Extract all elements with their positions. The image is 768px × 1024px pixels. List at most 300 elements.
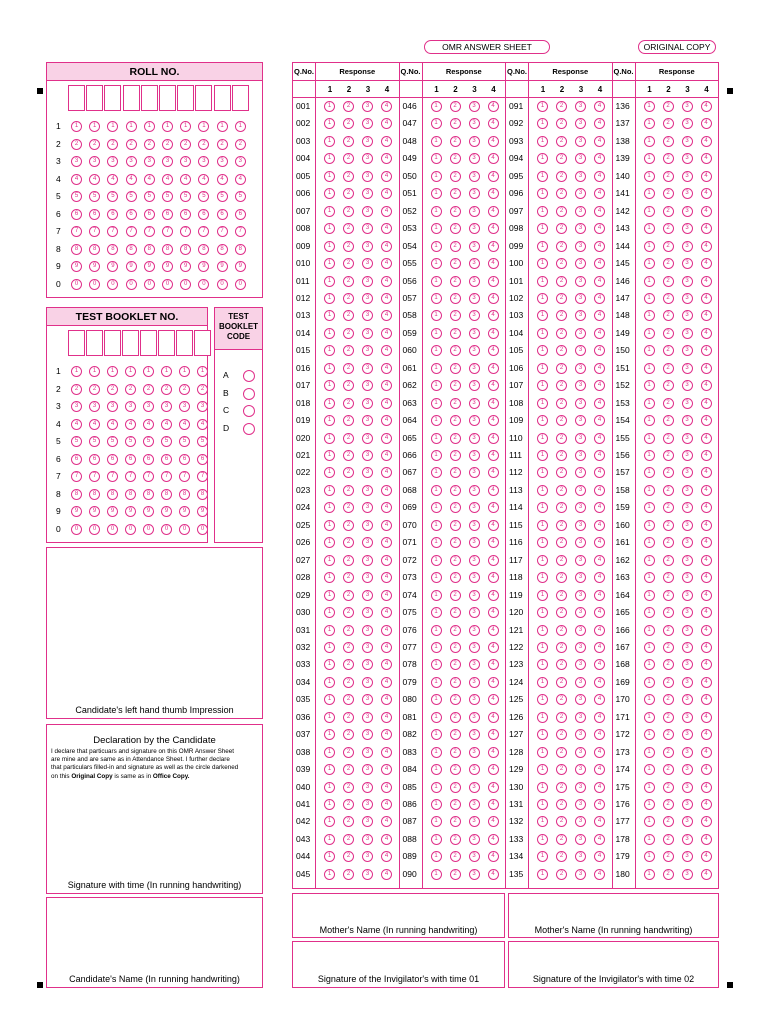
answer-bubble[interactable]: 2 bbox=[343, 816, 354, 827]
answer-bubble[interactable]: 3 bbox=[469, 659, 480, 670]
answer-bubble[interactable]: 2 bbox=[343, 642, 354, 653]
answer-bubble[interactable]: 1 bbox=[431, 345, 442, 356]
answer-bubble[interactable]: 4 bbox=[701, 101, 712, 112]
answer-bubble[interactable]: 3 bbox=[575, 851, 586, 862]
booklet-bubble[interactable]: 5 bbox=[161, 436, 172, 447]
answer-bubble[interactable]: 3 bbox=[469, 258, 480, 269]
answer-bubble[interactable]: 3 bbox=[682, 398, 693, 409]
booklet-write-box[interactable] bbox=[158, 330, 175, 356]
answer-bubble[interactable]: 3 bbox=[575, 694, 586, 705]
answer-bubble[interactable]: 1 bbox=[644, 223, 655, 234]
roll-bubble[interactable]: 6 bbox=[235, 209, 246, 220]
answer-bubble[interactable]: 4 bbox=[381, 118, 392, 129]
answer-bubble[interactable]: 3 bbox=[469, 293, 480, 304]
answer-bubble[interactable]: 4 bbox=[701, 398, 712, 409]
answer-bubble[interactable]: 2 bbox=[343, 712, 354, 723]
answer-bubble[interactable]: 4 bbox=[594, 153, 605, 164]
answer-bubble[interactable]: 1 bbox=[537, 171, 548, 182]
answer-bubble[interactable]: 3 bbox=[682, 764, 693, 775]
answer-bubble[interactable]: 4 bbox=[381, 310, 392, 321]
answer-bubble[interactable]: 4 bbox=[381, 363, 392, 374]
answer-bubble[interactable]: 3 bbox=[469, 188, 480, 199]
answer-bubble[interactable]: 4 bbox=[594, 799, 605, 810]
answer-bubble[interactable]: 3 bbox=[362, 433, 373, 444]
answer-bubble[interactable]: 1 bbox=[431, 625, 442, 636]
booklet-bubble[interactable]: 9 bbox=[107, 506, 118, 517]
answer-bubble[interactable]: 1 bbox=[644, 363, 655, 374]
answer-bubble[interactable]: 2 bbox=[343, 450, 354, 461]
answer-bubble[interactable]: 3 bbox=[575, 869, 586, 880]
answer-bubble[interactable]: 4 bbox=[381, 764, 392, 775]
answer-bubble[interactable]: 2 bbox=[450, 467, 461, 478]
booklet-bubble[interactable]: 8 bbox=[179, 489, 190, 500]
answer-bubble[interactable]: 3 bbox=[682, 241, 693, 252]
answer-bubble[interactable]: 4 bbox=[381, 782, 392, 793]
answer-bubble[interactable]: 2 bbox=[556, 223, 567, 234]
booklet-bubble[interactable]: 0 bbox=[179, 524, 190, 535]
answer-bubble[interactable]: 3 bbox=[362, 206, 373, 217]
answer-bubble[interactable]: 3 bbox=[575, 398, 586, 409]
answer-bubble[interactable]: 4 bbox=[594, 433, 605, 444]
answer-bubble[interactable]: 2 bbox=[450, 694, 461, 705]
booklet-bubble[interactable]: 3 bbox=[89, 401, 100, 412]
answer-bubble[interactable]: 1 bbox=[431, 450, 442, 461]
answer-bubble[interactable]: 4 bbox=[381, 677, 392, 688]
booklet-bubble[interactable]: 2 bbox=[71, 384, 82, 395]
answer-bubble[interactable]: 4 bbox=[594, 572, 605, 583]
answer-bubble[interactable]: 2 bbox=[450, 223, 461, 234]
answer-bubble[interactable]: 3 bbox=[682, 782, 693, 793]
answer-bubble[interactable]: 2 bbox=[450, 310, 461, 321]
roll-bubble[interactable]: 5 bbox=[235, 191, 246, 202]
booklet-write-box[interactable] bbox=[86, 330, 103, 356]
roll-bubble[interactable]: 7 bbox=[71, 226, 82, 237]
answer-bubble[interactable]: 3 bbox=[682, 869, 693, 880]
answer-bubble[interactable]: 4 bbox=[594, 607, 605, 618]
answer-bubble[interactable]: 2 bbox=[450, 101, 461, 112]
booklet-bubble[interactable]: 6 bbox=[89, 454, 100, 465]
answer-bubble[interactable]: 1 bbox=[644, 241, 655, 252]
answer-bubble[interactable]: 4 bbox=[701, 241, 712, 252]
booklet-bubble[interactable]: 8 bbox=[125, 489, 136, 500]
answer-bubble[interactable]: 2 bbox=[450, 136, 461, 147]
roll-bubble[interactable]: 2 bbox=[144, 139, 155, 150]
roll-write-box[interactable] bbox=[104, 85, 121, 111]
answer-bubble[interactable]: 4 bbox=[488, 537, 499, 548]
answer-bubble[interactable]: 2 bbox=[556, 816, 567, 827]
answer-bubble[interactable]: 2 bbox=[343, 223, 354, 234]
answer-bubble[interactable]: 2 bbox=[663, 415, 674, 426]
answer-bubble[interactable]: 1 bbox=[644, 747, 655, 758]
answer-bubble[interactable]: 2 bbox=[450, 171, 461, 182]
answer-bubble[interactable]: 3 bbox=[682, 450, 693, 461]
answer-bubble[interactable]: 2 bbox=[343, 328, 354, 339]
answer-bubble[interactable]: 3 bbox=[575, 433, 586, 444]
answer-bubble[interactable]: 4 bbox=[701, 625, 712, 636]
answer-bubble[interactable]: 4 bbox=[488, 328, 499, 339]
roll-bubble[interactable]: 2 bbox=[107, 139, 118, 150]
answer-bubble[interactable]: 1 bbox=[537, 206, 548, 217]
answer-bubble[interactable]: 2 bbox=[556, 677, 567, 688]
booklet-bubble[interactable]: 3 bbox=[125, 401, 136, 412]
answer-bubble[interactable]: 3 bbox=[469, 276, 480, 287]
answer-bubble[interactable]: 1 bbox=[431, 607, 442, 618]
answer-bubble[interactable]: 3 bbox=[682, 467, 693, 478]
answer-bubble[interactable]: 4 bbox=[594, 625, 605, 636]
answer-bubble[interactable]: 3 bbox=[575, 101, 586, 112]
answer-bubble[interactable]: 1 bbox=[431, 363, 442, 374]
answer-bubble[interactable]: 1 bbox=[644, 153, 655, 164]
answer-bubble[interactable]: 3 bbox=[469, 816, 480, 827]
answer-bubble[interactable]: 1 bbox=[431, 520, 442, 531]
answer-bubble[interactable]: 3 bbox=[682, 537, 693, 548]
answer-bubble[interactable]: 3 bbox=[682, 136, 693, 147]
answer-bubble[interactable]: 4 bbox=[594, 380, 605, 391]
answer-bubble[interactable]: 4 bbox=[701, 310, 712, 321]
roll-bubble[interactable]: 6 bbox=[217, 209, 228, 220]
answer-bubble[interactable]: 3 bbox=[469, 415, 480, 426]
roll-bubble[interactable]: 4 bbox=[144, 174, 155, 185]
answer-bubble[interactable]: 2 bbox=[556, 467, 567, 478]
answer-bubble[interactable]: 3 bbox=[682, 520, 693, 531]
answer-bubble[interactable]: 1 bbox=[537, 799, 548, 810]
answer-bubble[interactable]: 4 bbox=[701, 747, 712, 758]
answer-bubble[interactable]: 4 bbox=[488, 293, 499, 304]
answer-bubble[interactable]: 3 bbox=[362, 345, 373, 356]
roll-bubble[interactable]: 9 bbox=[235, 261, 246, 272]
answer-bubble[interactable]: 4 bbox=[701, 433, 712, 444]
answer-bubble[interactable]: 2 bbox=[663, 851, 674, 862]
answer-bubble[interactable]: 3 bbox=[575, 258, 586, 269]
answer-bubble[interactable]: 1 bbox=[644, 607, 655, 618]
answer-bubble[interactable]: 1 bbox=[644, 659, 655, 670]
answer-bubble[interactable]: 2 bbox=[556, 607, 567, 618]
roll-write-box[interactable] bbox=[68, 85, 85, 111]
answer-bubble[interactable]: 3 bbox=[469, 398, 480, 409]
answer-bubble[interactable]: 1 bbox=[644, 729, 655, 740]
answer-bubble[interactable]: 1 bbox=[431, 816, 442, 827]
answer-bubble[interactable]: 2 bbox=[663, 729, 674, 740]
answer-bubble[interactable]: 1 bbox=[537, 659, 548, 670]
roll-bubble[interactable]: 0 bbox=[126, 279, 137, 290]
answer-bubble[interactable]: 2 bbox=[450, 659, 461, 670]
roll-bubble[interactable]: 3 bbox=[126, 156, 137, 167]
answer-bubble[interactable]: 3 bbox=[362, 485, 373, 496]
answer-bubble[interactable]: 3 bbox=[469, 363, 480, 374]
answer-bubble[interactable]: 3 bbox=[575, 206, 586, 217]
answer-bubble[interactable]: 4 bbox=[488, 223, 499, 234]
answer-bubble[interactable]: 4 bbox=[488, 118, 499, 129]
roll-bubble[interactable]: 9 bbox=[71, 261, 82, 272]
answer-bubble[interactable]: 4 bbox=[488, 467, 499, 478]
roll-write-box[interactable] bbox=[232, 85, 249, 111]
answer-bubble[interactable]: 2 bbox=[556, 345, 567, 356]
answer-bubble[interactable]: 1 bbox=[324, 310, 335, 321]
answer-bubble[interactable]: 4 bbox=[381, 520, 392, 531]
answer-bubble[interactable]: 1 bbox=[644, 415, 655, 426]
answer-bubble[interactable]: 2 bbox=[663, 502, 674, 513]
answer-bubble[interactable]: 4 bbox=[488, 694, 499, 705]
answer-bubble[interactable]: 2 bbox=[556, 502, 567, 513]
booklet-bubble[interactable]: 5 bbox=[125, 436, 136, 447]
booklet-bubble[interactable]: 8 bbox=[89, 489, 100, 500]
answer-bubble[interactable]: 2 bbox=[556, 799, 567, 810]
answer-bubble[interactable]: 3 bbox=[575, 834, 586, 845]
booklet-bubble[interactable]: 7 bbox=[107, 471, 118, 482]
answer-bubble[interactable]: 1 bbox=[431, 590, 442, 601]
answer-bubble[interactable]: 4 bbox=[381, 590, 392, 601]
roll-bubble[interactable]: 8 bbox=[126, 244, 137, 255]
answer-bubble[interactable]: 2 bbox=[663, 363, 674, 374]
answer-bubble[interactable]: 2 bbox=[450, 502, 461, 513]
booklet-bubble[interactable]: 0 bbox=[89, 524, 100, 535]
booklet-bubble[interactable]: 5 bbox=[143, 436, 154, 447]
answer-bubble[interactable]: 4 bbox=[594, 363, 605, 374]
answer-bubble[interactable]: 1 bbox=[537, 328, 548, 339]
booklet-bubble[interactable]: 6 bbox=[197, 454, 208, 465]
booklet-bubble[interactable]: 9 bbox=[125, 506, 136, 517]
answer-bubble[interactable]: 4 bbox=[594, 276, 605, 287]
answer-bubble[interactable]: 2 bbox=[450, 450, 461, 461]
answer-bubble[interactable]: 2 bbox=[450, 625, 461, 636]
answer-bubble[interactable]: 1 bbox=[537, 310, 548, 321]
answer-bubble[interactable]: 3 bbox=[469, 310, 480, 321]
answer-bubble[interactable]: 3 bbox=[682, 799, 693, 810]
answer-bubble[interactable]: 2 bbox=[556, 590, 567, 601]
answer-bubble[interactable]: 2 bbox=[450, 276, 461, 287]
answer-bubble[interactable]: 2 bbox=[450, 712, 461, 723]
answer-bubble[interactable]: 2 bbox=[556, 310, 567, 321]
answer-bubble[interactable]: 3 bbox=[362, 171, 373, 182]
answer-bubble[interactable]: 2 bbox=[556, 485, 567, 496]
answer-bubble[interactable]: 3 bbox=[682, 625, 693, 636]
answer-bubble[interactable]: 1 bbox=[324, 118, 335, 129]
answer-bubble[interactable]: 4 bbox=[381, 153, 392, 164]
answer-bubble[interactable]: 4 bbox=[488, 659, 499, 670]
answer-bubble[interactable]: 4 bbox=[701, 659, 712, 670]
answer-bubble[interactable]: 3 bbox=[469, 851, 480, 862]
roll-bubble[interactable]: 3 bbox=[235, 156, 246, 167]
roll-write-box[interactable] bbox=[177, 85, 194, 111]
answer-bubble[interactable]: 2 bbox=[556, 694, 567, 705]
roll-bubble[interactable]: 6 bbox=[162, 209, 173, 220]
roll-bubble[interactable]: 6 bbox=[144, 209, 155, 220]
answer-bubble[interactable]: 2 bbox=[343, 153, 354, 164]
booklet-bubble[interactable]: 7 bbox=[161, 471, 172, 482]
answer-bubble[interactable]: 4 bbox=[381, 188, 392, 199]
roll-bubble[interactable]: 1 bbox=[235, 121, 246, 132]
booklet-bubble[interactable]: 3 bbox=[71, 401, 82, 412]
answer-bubble[interactable]: 3 bbox=[469, 834, 480, 845]
answer-bubble[interactable]: 1 bbox=[644, 590, 655, 601]
answer-bubble[interactable]: 3 bbox=[682, 502, 693, 513]
booklet-bubble[interactable]: 4 bbox=[179, 419, 190, 430]
answer-bubble[interactable]: 3 bbox=[362, 747, 373, 758]
answer-bubble[interactable]: 1 bbox=[431, 467, 442, 478]
answer-bubble[interactable]: 1 bbox=[431, 415, 442, 426]
answer-bubble[interactable]: 3 bbox=[682, 328, 693, 339]
answer-bubble[interactable]: 3 bbox=[362, 188, 373, 199]
answer-bubble[interactable]: 2 bbox=[663, 712, 674, 723]
answer-bubble[interactable]: 1 bbox=[324, 153, 335, 164]
roll-bubble[interactable]: 5 bbox=[198, 191, 209, 202]
answer-bubble[interactable]: 2 bbox=[663, 136, 674, 147]
answer-bubble[interactable]: 4 bbox=[381, 415, 392, 426]
roll-bubble[interactable]: 2 bbox=[217, 139, 228, 150]
answer-bubble[interactable]: 4 bbox=[381, 799, 392, 810]
answer-bubble[interactable]: 3 bbox=[362, 694, 373, 705]
answer-bubble[interactable]: 1 bbox=[537, 258, 548, 269]
answer-bubble[interactable]: 4 bbox=[701, 799, 712, 810]
answer-bubble[interactable]: 1 bbox=[537, 520, 548, 531]
answer-bubble[interactable]: 2 bbox=[556, 380, 567, 391]
answer-bubble[interactable]: 1 bbox=[644, 677, 655, 688]
answer-bubble[interactable]: 4 bbox=[381, 537, 392, 548]
answer-bubble[interactable]: 2 bbox=[556, 398, 567, 409]
answer-bubble[interactable]: 2 bbox=[663, 293, 674, 304]
answer-bubble[interactable]: 4 bbox=[701, 869, 712, 880]
answer-bubble[interactable]: 1 bbox=[431, 101, 442, 112]
roll-bubble[interactable]: 4 bbox=[126, 174, 137, 185]
answer-bubble[interactable]: 2 bbox=[450, 607, 461, 618]
booklet-write-box[interactable] bbox=[104, 330, 121, 356]
answer-bubble[interactable]: 4 bbox=[488, 345, 499, 356]
answer-bubble[interactable]: 3 bbox=[362, 642, 373, 653]
answer-bubble[interactable]: 4 bbox=[381, 433, 392, 444]
answer-bubble[interactable]: 4 bbox=[488, 241, 499, 252]
answer-bubble[interactable]: 1 bbox=[324, 590, 335, 601]
answer-bubble[interactable]: 2 bbox=[663, 659, 674, 670]
roll-bubble[interactable]: 8 bbox=[235, 244, 246, 255]
answer-bubble[interactable]: 1 bbox=[644, 118, 655, 129]
answer-bubble[interactable]: 4 bbox=[488, 171, 499, 182]
answer-bubble[interactable]: 1 bbox=[537, 276, 548, 287]
answer-bubble[interactable]: 4 bbox=[594, 712, 605, 723]
roll-write-box[interactable] bbox=[123, 85, 140, 111]
roll-bubble[interactable]: 7 bbox=[126, 226, 137, 237]
answer-bubble[interactable]: 2 bbox=[663, 223, 674, 234]
answer-bubble[interactable]: 2 bbox=[450, 816, 461, 827]
answer-bubble[interactable]: 3 bbox=[575, 799, 586, 810]
answer-bubble[interactable]: 2 bbox=[556, 450, 567, 461]
booklet-code-bubble[interactable] bbox=[243, 405, 255, 417]
answer-bubble[interactable]: 4 bbox=[381, 712, 392, 723]
answer-bubble[interactable]: 2 bbox=[343, 398, 354, 409]
booklet-bubble[interactable]: 9 bbox=[143, 506, 154, 517]
roll-bubble[interactable]: 7 bbox=[180, 226, 191, 237]
answer-bubble[interactable]: 3 bbox=[469, 677, 480, 688]
roll-bubble[interactable]: 0 bbox=[71, 279, 82, 290]
answer-bubble[interactable]: 3 bbox=[469, 712, 480, 723]
answer-bubble[interactable]: 4 bbox=[488, 310, 499, 321]
booklet-bubble[interactable]: 7 bbox=[71, 471, 82, 482]
booklet-bubble[interactable]: 3 bbox=[143, 401, 154, 412]
answer-bubble[interactable]: 1 bbox=[324, 537, 335, 548]
roll-bubble[interactable]: 4 bbox=[235, 174, 246, 185]
answer-bubble[interactable]: 4 bbox=[701, 171, 712, 182]
roll-bubble[interactable]: 7 bbox=[89, 226, 100, 237]
answer-bubble[interactable]: 4 bbox=[594, 171, 605, 182]
answer-bubble[interactable]: 2 bbox=[343, 241, 354, 252]
answer-bubble[interactable]: 2 bbox=[343, 293, 354, 304]
answer-bubble[interactable]: 2 bbox=[450, 398, 461, 409]
roll-bubble[interactable]: 3 bbox=[144, 156, 155, 167]
answer-bubble[interactable]: 4 bbox=[701, 694, 712, 705]
answer-bubble[interactable]: 1 bbox=[644, 537, 655, 548]
answer-bubble[interactable]: 3 bbox=[682, 816, 693, 827]
answer-bubble[interactable]: 4 bbox=[594, 206, 605, 217]
answer-bubble[interactable]: 3 bbox=[575, 625, 586, 636]
answer-bubble[interactable]: 2 bbox=[450, 153, 461, 164]
answer-bubble[interactable]: 1 bbox=[537, 834, 548, 845]
answer-bubble[interactable]: 4 bbox=[594, 729, 605, 740]
answer-bubble[interactable]: 1 bbox=[324, 782, 335, 793]
booklet-bubble[interactable]: 3 bbox=[179, 401, 190, 412]
answer-bubble[interactable]: 4 bbox=[701, 118, 712, 129]
booklet-bubble[interactable]: 7 bbox=[179, 471, 190, 482]
booklet-bubble[interactable]: 7 bbox=[125, 471, 136, 482]
answer-bubble[interactable]: 3 bbox=[469, 764, 480, 775]
booklet-bubble[interactable]: 0 bbox=[143, 524, 154, 535]
answer-bubble[interactable]: 2 bbox=[450, 834, 461, 845]
answer-bubble[interactable]: 1 bbox=[644, 625, 655, 636]
roll-bubble[interactable]: 2 bbox=[89, 139, 100, 150]
answer-bubble[interactable]: 4 bbox=[701, 450, 712, 461]
answer-bubble[interactable]: 1 bbox=[324, 433, 335, 444]
booklet-bubble[interactable]: 2 bbox=[161, 384, 172, 395]
answer-bubble[interactable]: 4 bbox=[488, 747, 499, 758]
answer-bubble[interactable]: 1 bbox=[431, 834, 442, 845]
answer-bubble[interactable]: 3 bbox=[575, 363, 586, 374]
answer-bubble[interactable]: 3 bbox=[469, 206, 480, 217]
answer-bubble[interactable]: 1 bbox=[324, 485, 335, 496]
answer-bubble[interactable]: 1 bbox=[644, 572, 655, 583]
answer-bubble[interactable]: 1 bbox=[537, 415, 548, 426]
answer-bubble[interactable]: 3 bbox=[362, 607, 373, 618]
answer-bubble[interactable]: 3 bbox=[469, 223, 480, 234]
answer-bubble[interactable]: 1 bbox=[431, 188, 442, 199]
answer-bubble[interactable]: 2 bbox=[663, 782, 674, 793]
answer-bubble[interactable]: 4 bbox=[381, 625, 392, 636]
roll-bubble[interactable]: 6 bbox=[198, 209, 209, 220]
answer-bubble[interactable]: 1 bbox=[324, 502, 335, 513]
answer-bubble[interactable]: 2 bbox=[556, 118, 567, 129]
booklet-bubble[interactable]: 5 bbox=[179, 436, 190, 447]
answer-bubble[interactable]: 4 bbox=[701, 223, 712, 234]
answer-bubble[interactable]: 1 bbox=[537, 223, 548, 234]
answer-bubble[interactable]: 1 bbox=[644, 345, 655, 356]
answer-bubble[interactable]: 3 bbox=[469, 502, 480, 513]
booklet-bubble[interactable]: 0 bbox=[125, 524, 136, 535]
answer-bubble[interactable]: 2 bbox=[343, 572, 354, 583]
answer-bubble[interactable]: 3 bbox=[362, 590, 373, 601]
answer-bubble[interactable]: 1 bbox=[537, 345, 548, 356]
roll-bubble[interactable]: 1 bbox=[89, 121, 100, 132]
answer-bubble[interactable]: 1 bbox=[431, 433, 442, 444]
answer-bubble[interactable]: 4 bbox=[594, 118, 605, 129]
answer-bubble[interactable]: 2 bbox=[450, 118, 461, 129]
answer-bubble[interactable]: 1 bbox=[324, 729, 335, 740]
answer-bubble[interactable]: 2 bbox=[450, 764, 461, 775]
answer-bubble[interactable]: 4 bbox=[594, 869, 605, 880]
booklet-bubble[interactable]: 4 bbox=[107, 419, 118, 430]
answer-bubble[interactable]: 1 bbox=[324, 467, 335, 478]
booklet-bubble[interactable]: 7 bbox=[143, 471, 154, 482]
answer-bubble[interactable]: 3 bbox=[575, 642, 586, 653]
answer-bubble[interactable]: 1 bbox=[431, 729, 442, 740]
answer-bubble[interactable]: 2 bbox=[556, 136, 567, 147]
answer-bubble[interactable]: 4 bbox=[594, 502, 605, 513]
